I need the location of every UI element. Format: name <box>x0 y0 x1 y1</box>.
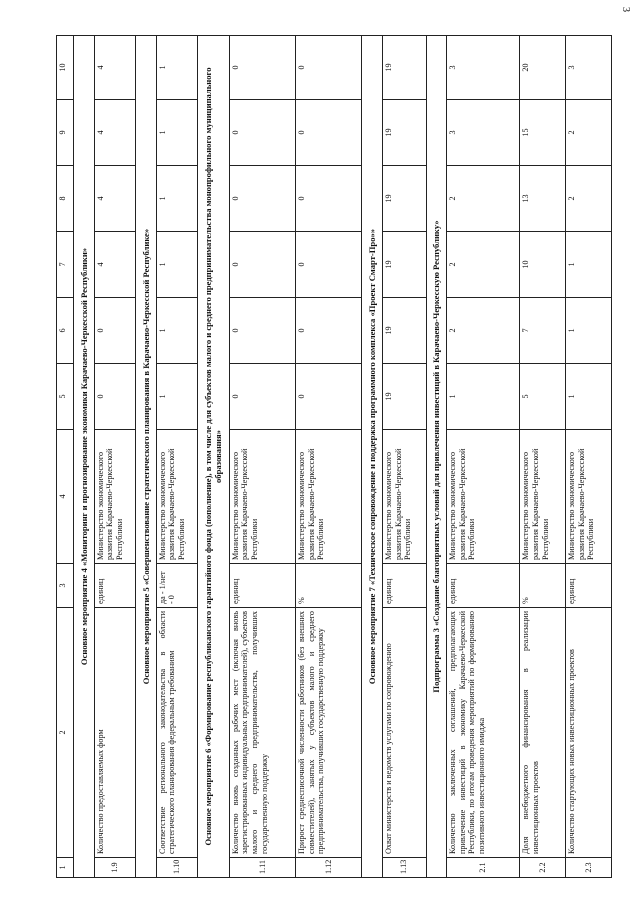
executor: Министерство экономического развития Карачаево-Черкесской Республики <box>296 430 362 564</box>
value: 0 <box>229 364 295 430</box>
table-row <box>566 36 612 878</box>
executor: Министерство экономического развития Карачаево-Черкесской Республики <box>94 430 135 564</box>
row-number: 1.10 <box>156 858 197 878</box>
unit: единиц <box>94 564 135 608</box>
indicator-name: Количество предоставляемых форм <box>94 608 135 858</box>
section-row <box>135 36 156 878</box>
executor: Министерство экономического развития Карачаево-Черкесской Республики <box>383 430 426 564</box>
executor: Министерство экономического развития Карачаево-Черкесской Республики <box>566 430 612 564</box>
value: 19 <box>383 364 426 430</box>
page-number: 3 <box>620 7 631 12</box>
row-number: 2.3 <box>566 858 612 878</box>
value: 3 <box>566 36 612 100</box>
indicator-name: Прирост среднесписочной численности работников (без внешних совместителей), занятых у субъектов малого и среднего предпринимательства, получивших государственную поддержку <box>296 608 362 858</box>
unit: % <box>520 564 566 608</box>
value: 0 <box>94 298 135 364</box>
indicator-name: Охват министерств и ведомств услугами по сопровождению <box>383 608 426 858</box>
section-row <box>362 36 383 878</box>
value: 20 <box>520 36 566 100</box>
row-number: 1.13 <box>383 858 426 878</box>
section-title: Основное мероприятие 5 «Совершенствование стратегического планирования в Карачаево-Черкесской Республике» <box>135 36 156 878</box>
value: 1 <box>156 36 197 100</box>
value: 0 <box>296 364 362 430</box>
value: 1 <box>156 232 197 298</box>
value: 1 <box>156 298 197 364</box>
executor: Министерство экономического развития Карачаево-Черкесской Республики <box>520 430 566 564</box>
unit: единиц <box>229 564 295 608</box>
value: 4 <box>94 232 135 298</box>
indicator-name: Соответствие регионального законодательства в области стратегического планирования федеральным требованиям <box>156 608 197 858</box>
indicators-table <box>56 35 612 878</box>
indicator-name: Доля внебюджетного финансирования в реализации инвестиционных проектов <box>520 608 566 858</box>
value: 0 <box>296 166 362 232</box>
table-row <box>520 36 566 878</box>
col-header: 1 <box>57 858 74 878</box>
row-number: 1.11 <box>229 858 295 878</box>
value: 13 <box>520 166 566 232</box>
indicator-name: Количество заключенных соглашений, предполагающих привлечение инвестиций в экономику Карачаево-Черкесской Республики, по итогам проведения мероприятий по формированию позитивного инвестиционного имиджа <box>447 608 520 858</box>
value: 19 <box>383 232 426 298</box>
value: 0 <box>94 364 135 430</box>
row-number: 1.9 <box>94 858 135 878</box>
value: 3 <box>447 36 520 100</box>
unit: % <box>296 564 362 608</box>
col-header: 3 <box>57 564 74 608</box>
subprogram-title: Подпрограмма 3 «Создание благоприятных условий для привлечения инвестиций в Карачаево-Черкесскую Республику» <box>426 36 447 878</box>
section-row <box>74 36 95 878</box>
row-number: 2.2 <box>520 858 566 878</box>
table-row <box>229 36 295 878</box>
value: 0 <box>296 36 362 100</box>
executor: Министерство экономического развития Карачаево-Черкесской Республики <box>229 430 295 564</box>
section-title: Основное мероприятие 7 «Техническое сопровождение и поддержка программного комплекса «Проект Смарт-Про»» <box>362 36 383 878</box>
value: 19 <box>383 298 426 364</box>
indicator-name: Количество вновь созданных рабочих мест (включая вновь зарегистрированных индивидуальных предпринимателей), субъектов малого и среднего предпринимательства, получивших государственную поддержку <box>229 608 295 858</box>
value: 4 <box>94 100 135 166</box>
value: 4 <box>94 166 135 232</box>
value: 1 <box>566 232 612 298</box>
table-row <box>156 36 197 878</box>
col-header: 10 <box>57 36 74 100</box>
value: 1 <box>156 364 197 430</box>
value: 0 <box>296 232 362 298</box>
value: 1 <box>566 364 612 430</box>
rotated-table-wrapper <box>56 36 612 878</box>
table-row <box>383 36 426 878</box>
col-header: 9 <box>57 100 74 166</box>
row-number: 2.1 <box>447 858 520 878</box>
executor: Министерство экономического развития Карачаево-Черкесской Республики <box>156 430 197 564</box>
executor: Министерство экономического развития Карачаево-Черкесской Республики <box>447 430 520 564</box>
value: 0 <box>229 36 295 100</box>
value: 1 <box>566 298 612 364</box>
value: 19 <box>383 36 426 100</box>
indicator-name: Количество стартующих новых инвестиционных проектов <box>566 608 612 858</box>
value: 2 <box>566 166 612 232</box>
value: 2 <box>447 298 520 364</box>
value: 0 <box>296 298 362 364</box>
value: 0 <box>229 166 295 232</box>
value: 0 <box>229 232 295 298</box>
section-row <box>426 36 447 878</box>
section-row <box>197 36 229 878</box>
value: 1 <box>447 364 520 430</box>
col-header: 2 <box>57 608 74 858</box>
value: 0 <box>229 100 295 166</box>
col-header: 7 <box>57 232 74 298</box>
value: 7 <box>520 298 566 364</box>
unit: да - 1/нет - 0 <box>156 564 197 608</box>
col-header: 8 <box>57 166 74 232</box>
table-row <box>94 36 135 878</box>
header-row <box>57 36 74 878</box>
value: 3 <box>447 100 520 166</box>
unit: единиц <box>447 564 520 608</box>
value: 5 <box>520 364 566 430</box>
value: 19 <box>383 166 426 232</box>
value: 2 <box>447 166 520 232</box>
value: 19 <box>383 100 426 166</box>
value: 1 <box>156 100 197 166</box>
table-row <box>296 36 362 878</box>
value: 0 <box>229 298 295 364</box>
value: 4 <box>94 36 135 100</box>
table-row <box>447 36 520 878</box>
section-title: Основное мероприятие 4 «Мониторинг и прогнозирование экономики Карачаево-Черкесской Республики» <box>74 36 95 878</box>
col-header: 4 <box>57 430 74 564</box>
value: 10 <box>520 232 566 298</box>
col-header: 5 <box>57 364 74 430</box>
value: 2 <box>447 232 520 298</box>
row-number: 1.12 <box>296 858 362 878</box>
unit: единиц <box>566 564 612 608</box>
value: 15 <box>520 100 566 166</box>
unit: единиц <box>383 564 426 608</box>
section-title: Основное мероприятие 6 «Формирование республиканского гарантийного фонда (пополнение), в том числе для субъектов малого и среднего предпринимательства монопрофильного муниципального образования» <box>197 36 229 878</box>
col-header: 6 <box>57 298 74 364</box>
value: 1 <box>156 166 197 232</box>
value: 2 <box>566 100 612 166</box>
value: 0 <box>296 100 362 166</box>
